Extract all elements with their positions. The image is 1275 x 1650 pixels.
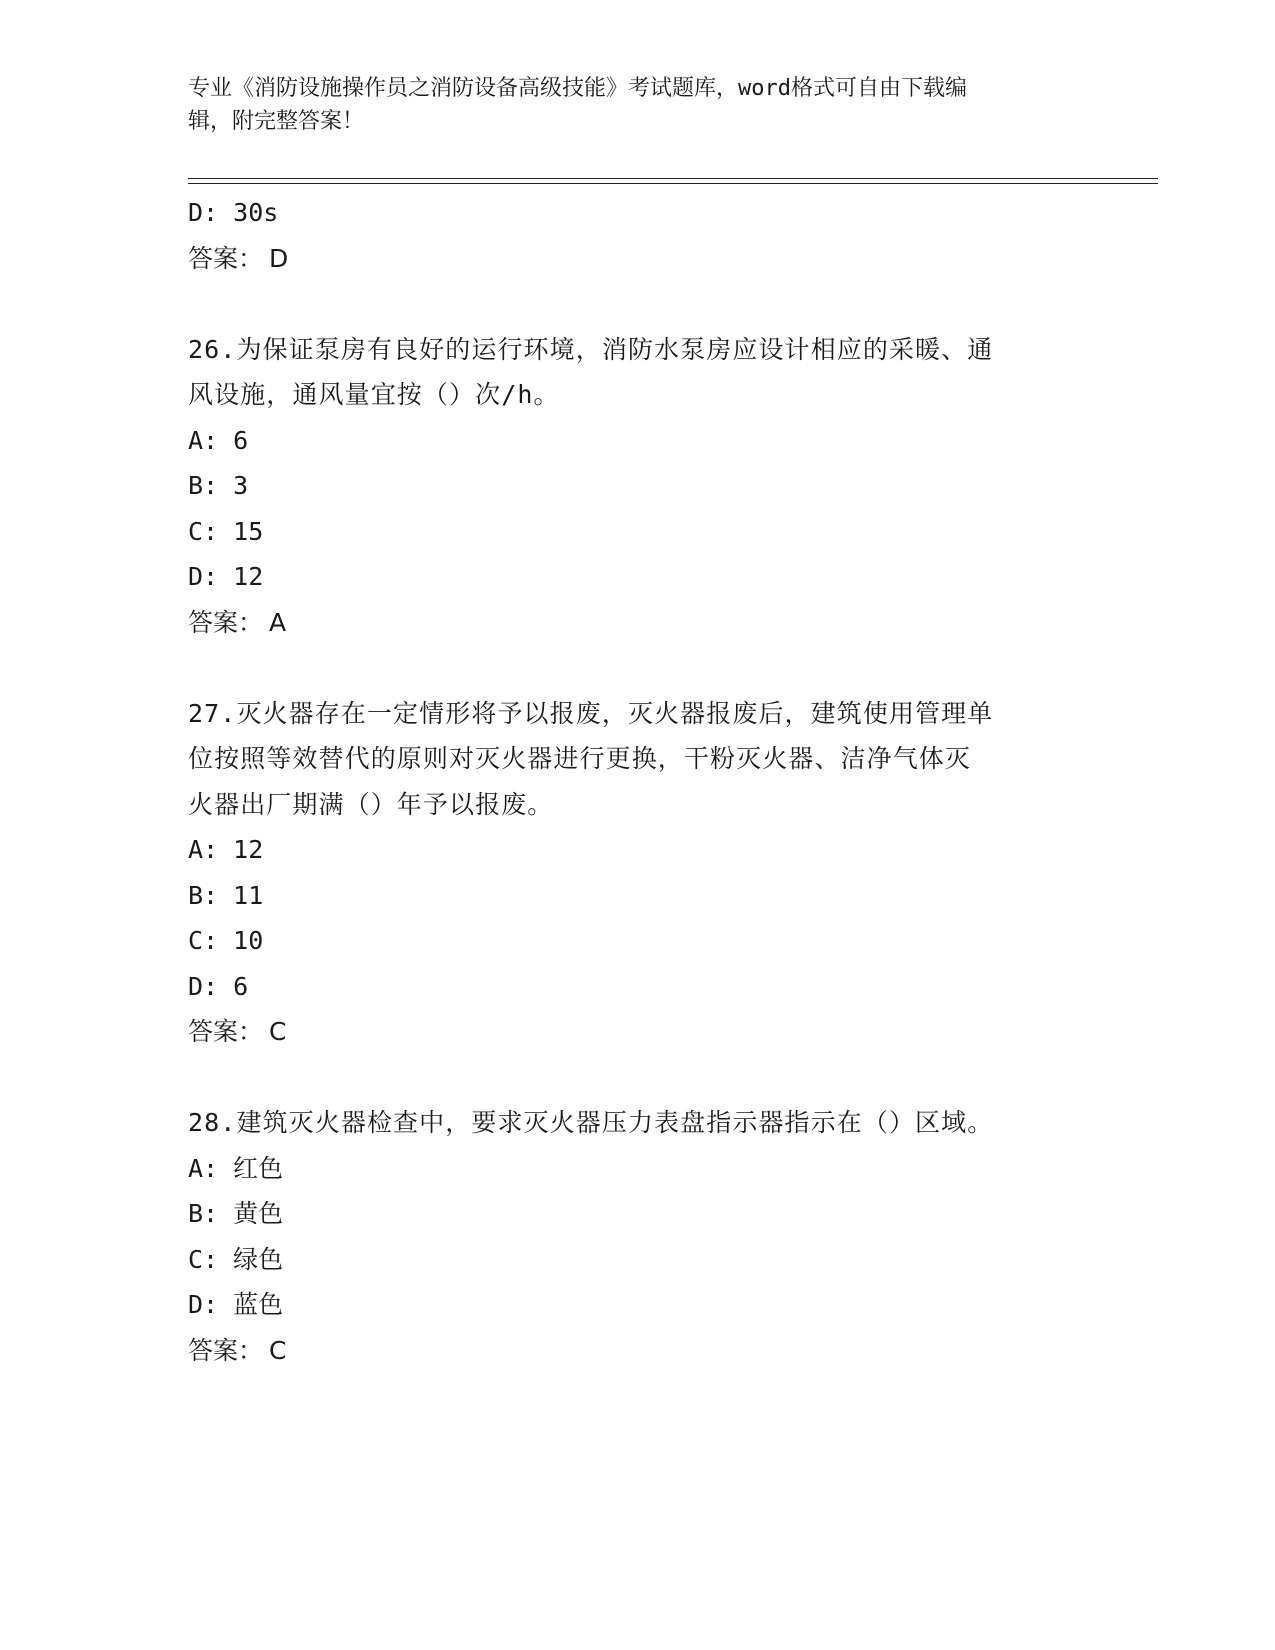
question-text-line: 火器出厂期满（）年予以报废。	[188, 789, 554, 819]
answer-value: C	[269, 1017, 287, 1046]
header-line-1: 专业《消防设施操作员之消防设备高级技能》考试题库，word格式可自由下载编	[188, 76, 967, 101]
option-d: D: 蓝色	[188, 1290, 284, 1319]
question-text	[188, 1100, 1078, 1146]
question-26	[188, 327, 1088, 646]
option-d: D: 30s	[188, 198, 279, 227]
answer-value: A	[269, 607, 287, 637]
option-c: C: 绿色	[188, 1244, 284, 1274]
answer-line	[188, 1328, 1088, 1374]
question-text-line: 位按照等效替代的原则对灭火器进行更换，干粉灭火器、洁净气体灭	[188, 744, 972, 773]
option-a: A: 红色	[188, 1153, 284, 1183]
answer-label: 答案：	[188, 1017, 264, 1046]
option-b: B: 11	[188, 880, 264, 910]
question-text-line: 风设施，通风量宜按（）次/h。	[188, 380, 560, 409]
option-d: D: 6	[188, 971, 249, 1001]
question-list	[188, 190, 1088, 1373]
option-a: A: 12	[188, 835, 264, 864]
document-header	[188, 72, 1088, 138]
answer-line	[188, 600, 1088, 646]
question-text	[188, 327, 1078, 418]
question-text	[188, 691, 1078, 828]
option-c: C: 10	[188, 926, 264, 955]
spacer	[188, 645, 1088, 691]
header-rule-top	[188, 178, 1158, 179]
spacer	[188, 1055, 1088, 1101]
answer-label: 答案：	[188, 607, 264, 637]
answer-line	[188, 1009, 1088, 1055]
header-rule-bottom	[188, 183, 1158, 184]
question-text-line: 27.灭火器存在一定情形将予以报废，灭火器报废后，建筑使用管理单	[188, 698, 994, 728]
spacer	[188, 281, 1088, 327]
option-b: B: 3	[188, 471, 249, 500]
answer-label: 答案：	[188, 243, 264, 273]
answer-label: 答案：	[188, 1335, 264, 1365]
previous-question-tail	[188, 190, 1088, 281]
option-a: A: 6	[188, 425, 249, 455]
header-line-2: 辑，附完整答案！	[188, 109, 365, 134]
question-text-line: 26.为保证泵房有良好的运行环境，消防水泵房应设计相应的采暖、通	[188, 334, 994, 364]
question-text-line: 28.建筑灭火器检查中，要求灭火器压力表盘指示器指示在（）区域。	[188, 1108, 994, 1137]
option-c: C: 15	[188, 516, 264, 546]
answer-value: D	[269, 243, 289, 273]
answer-line	[188, 236, 1088, 282]
question-28	[188, 1100, 1088, 1373]
answer-value: C	[269, 1335, 287, 1365]
question-27	[188, 691, 1088, 1055]
option-d: D: 12	[188, 562, 264, 591]
option-b: B: 黄色	[188, 1199, 284, 1228]
